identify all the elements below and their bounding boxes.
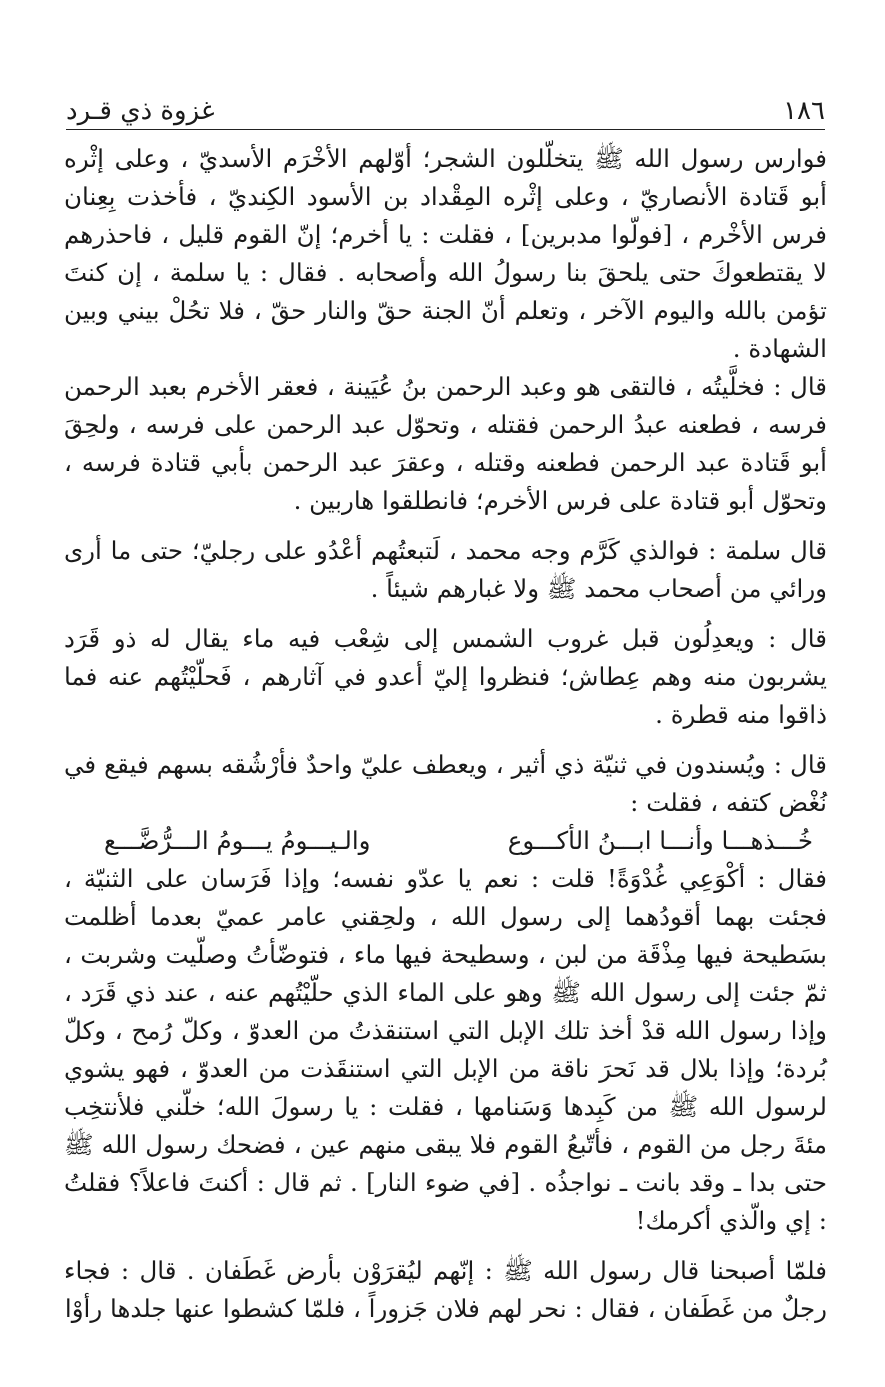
chapter-title: غزوة ذي قـرد — [66, 96, 215, 126]
paragraph: قال : ويعدِلُون قبل غروب الشمس إلى شِعْب فيه ماء يقال له ذو قَرَد يشربون منه وهم عِطاش؛ فنظروا إليّ أعدو في آثارهم ، فَحلّيْتُهم عنه فما ذاقوا منه قطرة . — [64, 624, 827, 729]
paragraph: قال سلمة : فوالذي كَرَّم وجه محمد ، لَتبعتُهم أعْدُو على رجليّ؛ حتى ما أرى ورائي من أصحاب محمد ﷺ ولا غبارهم شيئاً . — [64, 536, 827, 603]
poem-hemistich-left: والـيـــومُ يـــومُ الـــرُّضَّـــع — [104, 826, 371, 855]
paragraph: قال : ويُسندون في ثنيّة ذي أثير ، ويعطف عليّ واحدٌ فأرْشُقه بسهم فيقع في نُغْض كتفه ، فقلت : — [64, 750, 827, 817]
paragraph: فقال : أكْوَعِي غُدْوَةً! قلت : نعم يا عدّو نفسه؛ وإذا فَرَسان على الثنيّة ، فجئت بهما أقودُهما إلى رسول الله ، ولحِقني عامر عميّ بعدما أظلمت بسَطيحة فيها مِذْقَة من لبن ، وسطيحة فيها ماء ، فتوضّأتُ وصلّيت وشربت ، ثمّ جئت إلى رسول الله ﷺ وهو على الماء الذي حلّيْتُهم عنه ، عند ذي قَرَد ، وإذا رسول الله قدْ أخذ تلك الإبل التي استنقذتُ من العدوّ ، وكلّ رُمح ، وكلّ بُردة؛ وإذا بلال قد نَحرَ ناقة من الإبل التي استنقَذت من العدوّ ، فهو يشوي لرسول الله ﷺ من كَبِدها وَسَنامها ، فقلت : يا رسولَ الله؛ خلّني فلأنتخِب مئةَ رجل من القوم ، فأتّبعُ القوم فلا يبقى منهم عين ، فضحك رسول الله ﷺ حتى بدا ـ وقد بانت ـ نواجذُه . [في ضوء النار] . ثم قال : أكنتَ فاعلاً؟ فقلتُ : إي والّذي أكرمك! — [64, 864, 827, 1235]
running-header — [66, 86, 825, 126]
poem-hemistich-right: خُـــذهـــا وأنـــا ابـــنُ الأكـــوع — [507, 826, 813, 855]
page-number: ١٨٦ — [783, 96, 825, 126]
page-body — [64, 140, 827, 1328]
poem-verse — [64, 822, 827, 860]
paragraph: قال : فخلَّيتُه ، فالتقى هو وعبد الرحمن بنُ عُيَينة ، فعقر الأخرم بعبد الرحمن فرسه ، فطعنه عبدُ الرحمن فقتله ، وتحوّل عبد الرحمن على فرسه ، ولحِقَ أبو قَتادة عبد الرحمن فطعنه وقتله ، وعقرَ عبد الرحمن بأبي قتادة فرسه ، وتحوّل أبو قتادة على فرس الأخرم؛ فانطلقوا هاربين . — [64, 372, 827, 515]
header-rule — [66, 129, 825, 130]
paragraph: فلمّا أصبحنا قال رسول الله ﷺ : إنّهم ليُقرَوْن بأرض غَطَفان . قال : فجاء رجلٌ من غَطَفان ، فقال : نحر لهم فلان جَزوراً ، فلمّا كشطوا عنها جلدها رأوْا — [64, 1256, 827, 1323]
paragraph: فوارس رسول الله ﷺ يتخلّلون الشجر؛ أوّلهم الأخْرَم الأسديّ ، وعلى إثْره أبو قَتادة الأنصاريّ ، وعلى إثْره المِقْداد بن الأسود الكِنديّ ، فأخذت بِعِنان فرس الأخْرم ، [فولّوا مدبرين] ، فقلت : يا أخرم؛ إنّ القوم قليل ، فاحذرهم لا يقتطعوكَ حتى يلحقَ بنا رسولُ الله وأصحابه . فقال : يا سلمة ، إن كنتَ تؤمن بالله واليوم الآخر ، وتعلم أنّ الجنة حقّ والنار حقّ ، فلا تحُلْ بيني وبين الشهادة . — [64, 144, 827, 363]
